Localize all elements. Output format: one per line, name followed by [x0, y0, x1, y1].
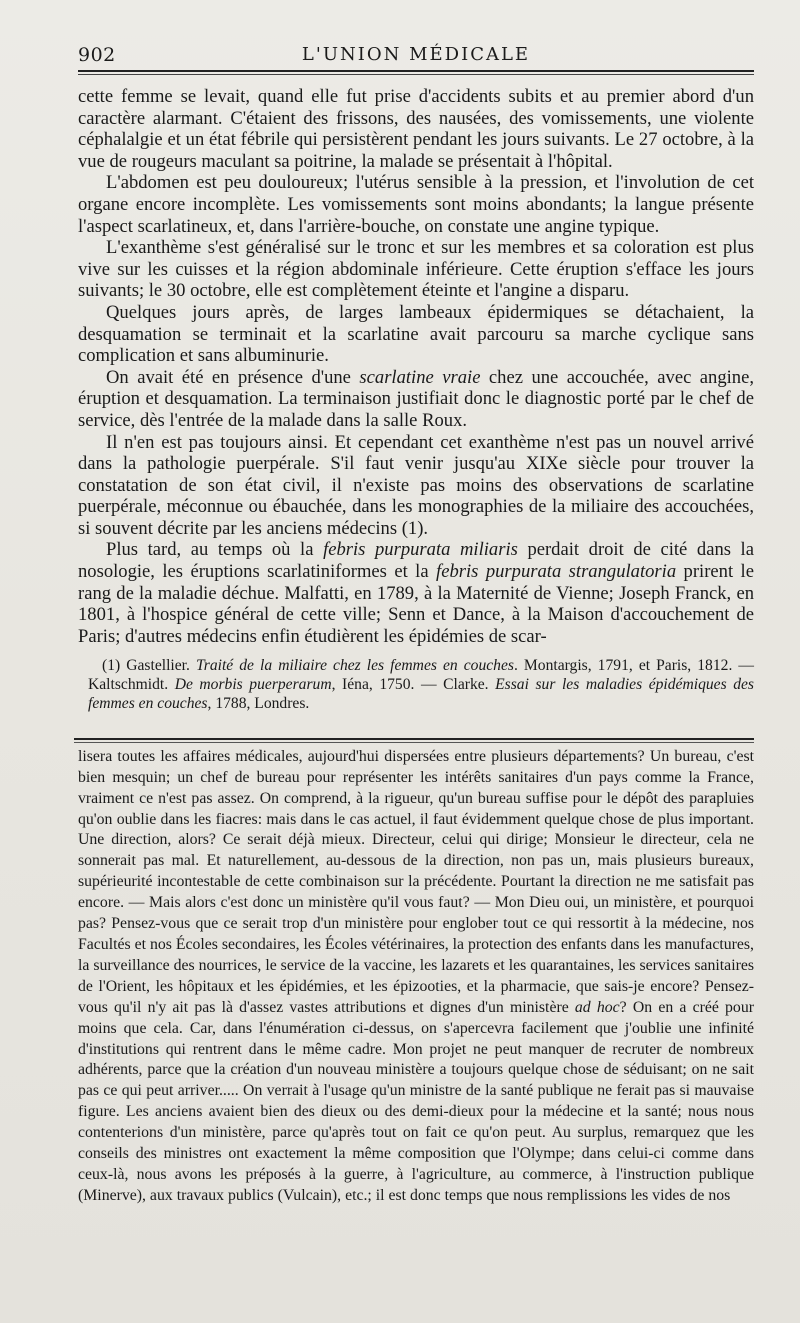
- italic-febris-miliaris: febris purpurata miliaris: [323, 539, 518, 561]
- italic-ad-hoc: ad hoc: [574, 998, 620, 1016]
- header-rule-thin: [78, 74, 754, 75]
- paragraph-1: cette femme se levait, quand elle fut prise d'accidents subits et au premier abord d'un caractère alarmant. C'étaient des frissons, des nausées, des vomissements, une violente céphalalgie et un état fébrile qui persistèrent pendant les jours suivants. Le 27 octobre, à la vue de rougeurs maculant sa poitrine, la malade se présentait à l'hôpital.: [78, 86, 754, 172]
- paragraph-2: L'abdomen est peu douloureux; l'utérus sensible à la pression, et l'involution de cet organe encore incomplète. Les vomissements sont moins abondants; la langue présente l'aspect scarlatineux, et, dans l'arrière-bouche, on constate une angine typique.: [78, 172, 754, 237]
- header-rule: [78, 70, 754, 72]
- feuilleton-divider-thin: [74, 742, 754, 743]
- paragraph-3: L'exanthème s'est généralisé sur le tronc et sur les membres et sa coloration est plus vive sur les cuisses et la région abdominale inférieure. Cette éruption s'efface les jours suivants; le 30 octobre, elle est complètement éteinte et l'angine a disparu.: [78, 237, 754, 302]
- feuilleton-text: lisera toutes les affaires médicales, aujourd'hui dispersées entre plusieurs départements? Un bureau, c'est bien mesquin; un chef de bureau pour représenter les intérêts sanitaires d'un pays comme la France, vraiment ce n'est pas assez. On comprend, à la rigueur, qu'un bureau suffise pour le dépôt des parapluies qu'on oublie dans les fiacres: mais dans le cas actuel, il faut évidemment quelque chose de plus important. Une direction, alors? Ce serait déjà mieux. Directeur, celui qui dirige; Monsieur le directeur, cela ne sonnerait pas mal. Et naturellement, au-dessous de la direction, non pas un, mais plusieurs bureaux, supérieurité incontestable de cette combinaison sur la précédente. Pourtant la direction ne me satisfait pas encore. — Mais alors c'est donc un ministère qu'il vous faut? — Mon Dieu oui, un ministère, et pourquoi pas? Pensez-vous que ce serait trop d'un ministère pour englober tout ce qui ressortit à la médecine, nos Facultés et nos Écoles secondaires, les Écoles vétérinaires, la protection des enfants dans les manufactures, la surveillance des nourrices, le service de la vaccine, les lazarets et les quarantaines, les services sanitaires de l'Orient, les hôpitaux et les épidémies, et les épizooties, et la pharmacie, que sais-je encore? Pensez-vous qu'il n'y ait pas là d'assez vastes attributions et dignes d'un ministère ad hoc? On en a créé pour moins que cela. Car, dans l'énumération ci-dessus, on s'apercevra facilement que j'oublie une infinité d'institutions qui rentrent dans le même cadre. Mon projet ne peut manquer de recruter de nombreux adhérents, parce que la création d'un nouveau ministère a toujours quelque chose de séduisant; on ne sait pas ce qui peut arriver..... On verrait à l'usage qu'un ministre de la santé publique ne ferait pas si mauvaise figure. Les anciens avaient bien des dieux ou des demi-dieux pour la médecine et la santé; nous nous contenterions d'un ministère, parce qu'après tout on fait ce qu'on peut. Au surplus, remarquez que les conseils des ministres ont exactement la même composition que l'Olympe; dans celui-ci comme dans ceux-là, nous avons les préposés à la guerre, à l'agriculture, au commerce, à l'instruction publique (Minerve), aux travaux publics (Vulcain), etc.; il est donc temps que nous remplissions les vides de nos: [78, 747, 754, 1204]
- paragraph-7: Plus tard, au temps où la febris purpurata miliaris perdait droit de cité dans la nosologie, les éruptions scarlatiniformes et la febris purpurata strangulatoria prirent le rang de la maladie déchue. Malfatti, en 1789, à la Maternité de Vienne; Joseph Franck, en 1801, à l'hospice général de cette ville; Senn et Dance, à la Maison d'accouchement de Paris; d'autres médecins enfin étudièrent les épidémies de scar-: [78, 539, 754, 647]
- article-body: [78, 86, 754, 647]
- italic-febris-strangulatoria: febris purpurata strangulatoria: [436, 561, 677, 583]
- feuilleton-divider: [74, 738, 754, 740]
- page-number: 902: [78, 44, 116, 66]
- paragraph-6: Il n'en est pas toujours ainsi. Et cependant cet exanthème n'est pas un nouvel arrivé dans la pathologie puerpérale. S'il faut venir jusqu'au XIXe siècle pour trouver la constatation de son état civil, il n'existe pas moins des observations de scarlatine puerpérale, méconnue ou ébauchée, dans les monographies de la miliaire des accouchées, si souvent décrite par les anciens médecins (1).: [78, 431, 754, 539]
- footnote: (1) Gastellier. Traité de la miliaire chez les femmes en couches. Montargis, 1791, et Paris, 1812. — Kaltschmidt. De morbis puerperarum, Iéna, 1750. — Clarke. Essai sur les maladies épidémiques des femmes en couches, 1788, Londres.: [88, 657, 754, 713]
- journal-title: L'UNION MÉDICALE: [301, 44, 531, 65]
- paragraph-4: Quelques jours après, de larges lambeaux épidermiques se détachaient, la desquamation se terminait et la scarlatine avait parcouru sa marche cyclique sans complication et sans albuminurie.: [78, 301, 754, 367]
- paragraph-5: On avait été en présence d'une scarlatine vraie chez une accouchée, avec angine, éruption et desquamation. La terminaison justifiait donc le diagnostic porté par le chef de service, dès l'entrée de la malade dans la salle Roux.: [78, 366, 755, 431]
- italic-scarlatine-vraie: scarlatine vraie: [359, 366, 481, 388]
- running-head: [78, 40, 754, 80]
